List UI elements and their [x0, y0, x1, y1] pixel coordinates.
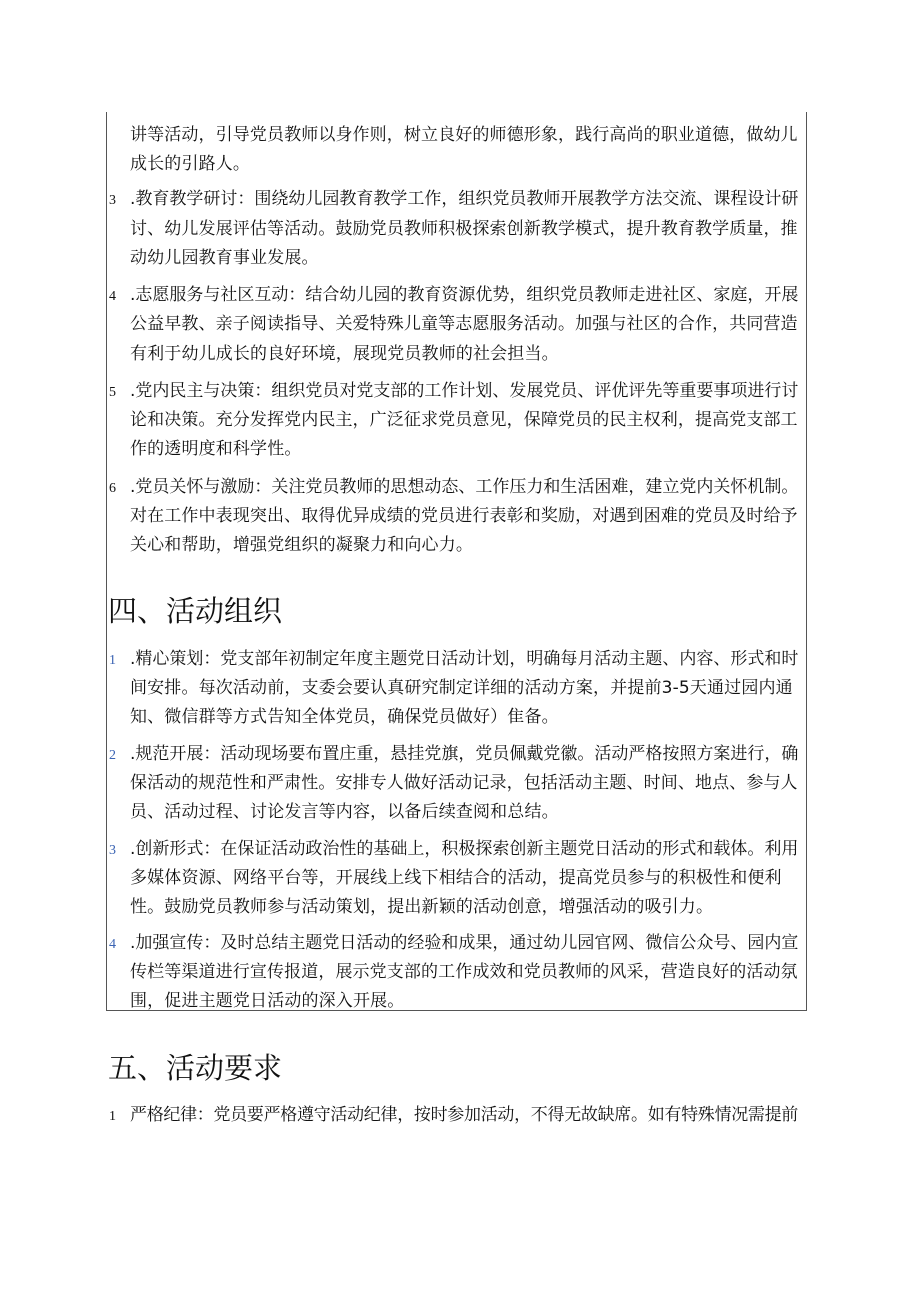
- item-line: 讨、幼儿发展评估等活动。鼓励党员教师积极探索创新教学模式，提升教育教学质量，推: [130, 219, 798, 239]
- item-line: 有利于幼儿成长的良好环境，展现党员教师的社会担当。: [130, 344, 559, 364]
- item-line: 员、活动过程、讨论发言等内容，以备后续查阅和总结。: [130, 802, 559, 822]
- item-line: 间安排。每次活动前，支委会要认真研究制定详细的活动方案，并提前3-5天通过园内通: [130, 678, 793, 698]
- item-line: 对在工作中表现突出、取得优异成绩的党员进行表彰和奖励，对遇到困难的党员及时给予: [130, 506, 798, 526]
- item-line: 作的透明度和科学性。: [130, 439, 302, 459]
- item-number: 1: [109, 1109, 116, 1124]
- item-line: .党员关怀与激励：关注党员教师的思想动态、工作压力和生活困难，建立党内关怀机制。: [130, 477, 799, 497]
- item-line: .志愿服务与社区互动：结合幼儿园的教育资源优势，组织党员教师走进社区、家庭，开展: [130, 285, 799, 305]
- item-number: 4: [109, 937, 116, 952]
- item-number: 5: [109, 385, 116, 400]
- item-line: 论和决策。充分发挥党内民主，广泛征求党员意见，保障党员的民主权利，提高党支部工: [130, 410, 798, 430]
- item-line: 围，促进主题党日活动的深入开展。: [130, 991, 405, 1011]
- item-line: .精心策划：党支部年初制定年度主题党日活动计划，明确每月活动主题、内容、形式和时: [130, 649, 799, 669]
- item-line: 动幼儿园教育事业发展。: [130, 248, 319, 268]
- item-line: .加强宣传：及时总结主题党日活动的经验和成果，通过幼儿园官网、微信公众号、园内宣: [130, 933, 799, 953]
- item-line: .教育教学研讨：围绕幼儿园教育教学工作，组织党员教师开展教学方法交流、课程设计研: [130, 189, 799, 209]
- item-number: 3: [109, 193, 116, 208]
- section-heading: 五、活动要求: [108, 1051, 283, 1085]
- item-number: 4: [109, 289, 116, 304]
- item-line: 性。鼓励党员教师参与活动策划，提出新颖的活动创意，增强活动的吸引力。: [130, 897, 714, 917]
- item-number: 6: [109, 481, 116, 496]
- item-line: 传栏等渠道进行宣传报道，展示党支部的工作成效和党员教师的风采，营造良好的活动氛: [130, 962, 798, 982]
- intro-line: 讲等活动，引导党员教师以身作则，树立良好的师德形象，践行高尚的职业道德，做幼儿: [130, 125, 798, 145]
- item-line: 严格纪律：党员要严格遵守活动纪律，按时参加活动，不得无故缺席。如有特殊情况需提前: [130, 1105, 798, 1125]
- item-line: 关心和帮助，增强党组织的凝聚力和向心力。: [130, 535, 473, 555]
- item-line: 多媒体资源、网络平台等，开展线上线下相结合的活动，提高党员参与的积极性和便利: [130, 868, 782, 888]
- item-line: .规范开展：活动现场要布置庄重，悬挂党旗，党员佩戴党徽。活动严格按照方案进行，确: [130, 744, 799, 764]
- item-line: 保活动的规范性和严肃性。安排专人做好活动记录，包括活动主题、时间、地点、参与人: [130, 773, 798, 793]
- item-number: 2: [109, 748, 116, 763]
- item-number: 3: [109, 843, 116, 858]
- item-line: 公益早教、亲子阅读指导、关爱特殊儿童等志愿服务活动。加强与社区的合作，共同营造: [130, 314, 798, 334]
- item-line: .党内民主与决策：组织党员对党支部的工作计划、发展党员、评优评先等重要事项进行讨: [130, 381, 799, 401]
- item-line: 知、微信群等方式告知全体党员，确保党员做好）隹备。: [130, 707, 559, 727]
- item-number: 1: [109, 653, 116, 668]
- section-heading: 四、活动组织: [108, 594, 283, 628]
- intro-line: 成长的引路人。: [130, 154, 251, 174]
- item-line: .创新形式：在保证活动政治性的基础上，积极探索创新主题党日活动的形式和载体。利用: [130, 839, 799, 859]
